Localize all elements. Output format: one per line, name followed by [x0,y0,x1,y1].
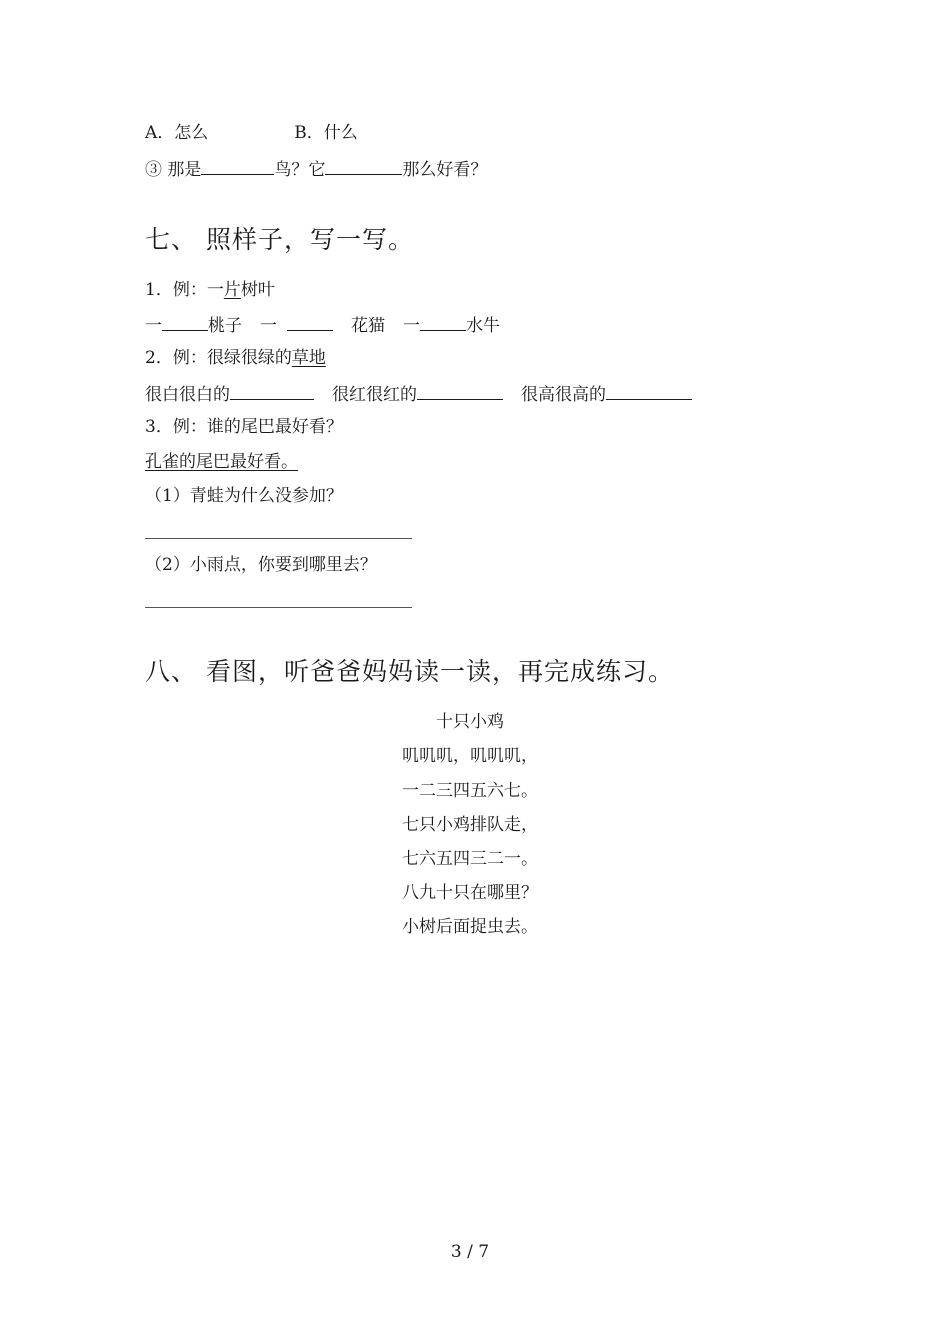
answer-blank[interactable] [201,156,274,175]
poem-line: 八九十只在哪里？ [402,883,538,903]
answer-line[interactable] [145,607,412,608]
q1-prefix: 一 [260,316,277,336]
poem-line: 七只小鸡排队走， [402,815,538,835]
answer-blank[interactable] [230,381,314,400]
q2-item-3: 很高很高的 [521,385,606,405]
q2-example [145,346,326,370]
item3-text-1: ③ 那是 [145,160,202,180]
section-8-heading: 八、 看图，听爸爸妈妈读一读，再完成练习。 [145,657,674,686]
q2-item-1: 很白很白的 [145,385,230,405]
poem-line: 叽叽叽，叽叽叽， [402,746,538,766]
page-number: 3 / 7 [450,1242,490,1262]
q1-prefix: 一 [403,316,420,336]
q1-example-measure: 片 [223,280,241,300]
poem-title: 十只小鸡 [436,712,504,732]
q1-item-3: 水牛 [466,316,500,336]
answer-blank[interactable] [606,381,692,400]
q2-blanks-row [145,381,692,407]
answer-blank[interactable] [287,312,333,331]
item3-text-2: 鸟？它 [274,160,326,180]
q3-sub-1: （1）青蛙为什么没参加？ [145,486,343,506]
item3-text-3: 那么好看？ [402,160,488,180]
q1-example-noun: 树叶 [240,280,275,300]
q3-example-answer-text: 孔雀的尾巴最好看。 [145,452,298,472]
q1-label: 1．例：一 [145,280,224,300]
q1-example [145,278,275,302]
q3-example: 3．例：谁的尾巴最好看？ [145,417,343,437]
q1-prefix: 一 [145,316,162,336]
q2-item-2: 很红很红的 [332,385,417,405]
q3-example-answer [145,450,298,474]
q1-item-1: 桃子 [208,316,242,336]
poem-line: 一二三四五六七。 [402,781,538,801]
poem-line: 七六五四三二一。 [402,849,538,869]
answer-blank[interactable] [420,312,466,331]
q2-example-noun: 草地 [291,348,326,368]
q2-label: 2．例：很绿很绿的 [145,348,292,368]
poem-line: 小树后面捉虫去。 [402,917,538,937]
q1-blanks-row [145,312,500,338]
option-row [145,121,358,145]
section-7-heading: 七、 照样子，写一写。 [145,225,414,254]
answer-blank[interactable] [325,156,402,175]
q1-item-2: 花猫 [351,316,385,336]
q3-sub-2: （2）小雨点，你要到哪里去？ [145,555,377,575]
answer-line[interactable] [145,538,412,539]
option-b: B．什么 [294,123,358,143]
answer-blank[interactable] [417,381,503,400]
answer-blank[interactable] [162,312,208,331]
option-a: A．怎么 [145,123,209,143]
question-item-3 [145,156,487,182]
